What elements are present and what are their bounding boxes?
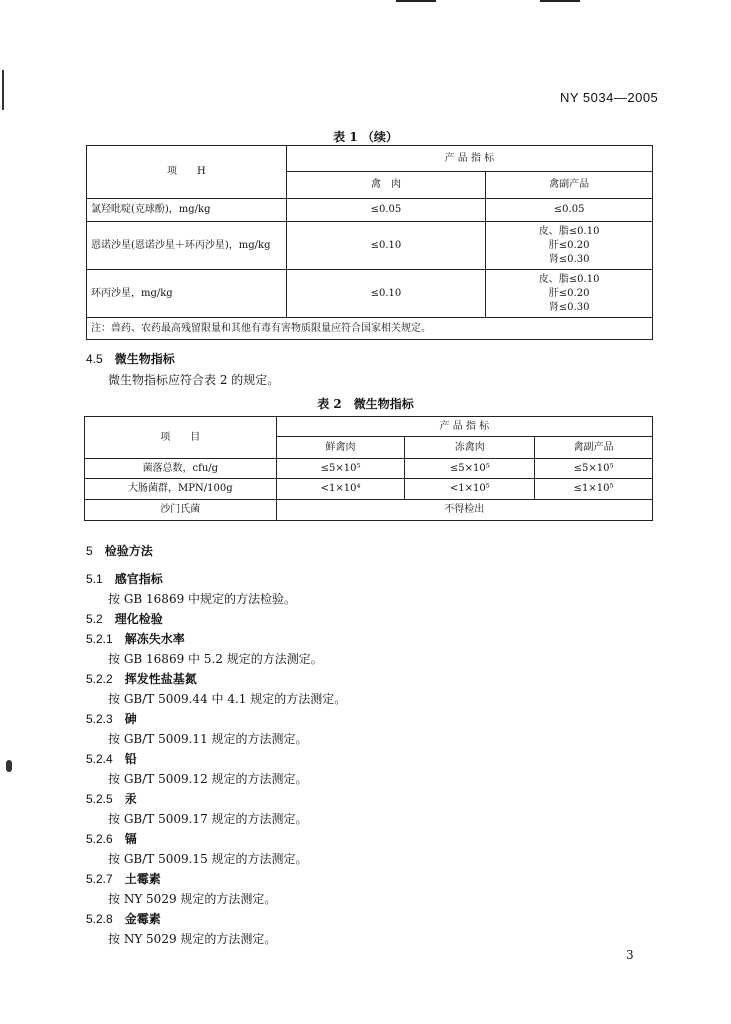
table1-row-item: 氯羟吡啶(克球酚)，mg/kg bbox=[87, 199, 287, 222]
table2-row-b: ≤5×10⁵ bbox=[405, 459, 535, 479]
section-heading bbox=[86, 830, 346, 850]
table1-row-item: 恩诺沙星(恩诺沙星＋环丙沙星)，mg/kg bbox=[87, 222, 287, 270]
section-heading bbox=[86, 790, 346, 810]
value-line: 皮、脂≤0.10 bbox=[538, 225, 600, 237]
section-number: 5.2.2 bbox=[86, 672, 113, 686]
section-number: 5.1 bbox=[86, 572, 103, 586]
section-5-list bbox=[86, 542, 346, 950]
table1-row-item: 环丙沙星，mg/kg bbox=[87, 270, 287, 318]
section-number: 5 bbox=[86, 544, 93, 558]
table1-row-a: ≤0.10 bbox=[286, 270, 486, 318]
table-row bbox=[87, 199, 653, 222]
section-text: 微生物指标应符合表 2 的规定。 bbox=[108, 373, 280, 387]
table-row bbox=[85, 459, 653, 479]
section-heading bbox=[86, 670, 346, 690]
table2-header-c: 禽副产品 bbox=[535, 437, 653, 459]
table1-row-b: ≤0.05 bbox=[486, 199, 653, 222]
table2-row-a: ≤5×10⁵ bbox=[276, 459, 405, 479]
section-text: 按 GB/T 5009.17 规定的方法测定。 bbox=[108, 812, 308, 826]
section-text: 按 GB/T 5009.12 规定的方法测定。 bbox=[108, 772, 308, 786]
section-title: 检验方法 bbox=[104, 544, 153, 558]
section-text: 按 GB 16869 中规定的方法检验。 bbox=[108, 592, 297, 606]
table1 bbox=[86, 145, 653, 340]
table-row bbox=[87, 222, 653, 270]
section-number: 5.2.3 bbox=[86, 712, 113, 726]
section-heading bbox=[86, 910, 346, 930]
table-row bbox=[87, 270, 653, 318]
document-code: NY 5034—2005 bbox=[560, 90, 659, 105]
table-row bbox=[85, 479, 653, 500]
table2-row-item: 沙门氏菌 bbox=[85, 500, 277, 521]
value-line: 皮、脂≤0.10 bbox=[538, 273, 600, 285]
section-heading bbox=[86, 542, 346, 570]
section-text: 按 GB/T 5009.15 规定的方法测定。 bbox=[108, 852, 308, 866]
table1-row-b bbox=[486, 270, 653, 318]
table1-header-group: 产 品 指 标 bbox=[286, 146, 652, 172]
table1-header-a: 禽 肉 bbox=[286, 172, 486, 199]
section-title: 土霉素 bbox=[124, 872, 161, 886]
table1-row-b bbox=[486, 222, 653, 270]
table2-row-item: 大肠菌群，MPN/100g bbox=[85, 479, 277, 500]
value-line: 肝≤0.20 bbox=[548, 239, 590, 251]
section-heading bbox=[86, 350, 175, 367]
section-heading bbox=[86, 750, 346, 770]
table2-row-c: ≤1×10⁵ bbox=[535, 479, 653, 500]
section-number: 5.2.5 bbox=[86, 792, 113, 806]
section-title: 镉 bbox=[124, 832, 137, 846]
table-row bbox=[85, 500, 653, 521]
section-heading bbox=[86, 610, 346, 630]
table1-row-a: ≤0.10 bbox=[286, 222, 486, 270]
section-title: 微生物指标 bbox=[114, 352, 175, 366]
section-number: 5.2.8 bbox=[86, 912, 113, 926]
table1-header-item: 项 H bbox=[87, 146, 287, 199]
section-number: 4.5 bbox=[86, 352, 103, 366]
page-number: 3 bbox=[626, 948, 634, 962]
section-number: 5.2 bbox=[86, 612, 103, 626]
table1-note: 注：兽药、农药最高残留限量和其他有毒有害物质限量应符合国家相关规定。 bbox=[87, 318, 653, 340]
section-text: 按 NY 5029 规定的方法测定。 bbox=[108, 892, 277, 906]
section-heading bbox=[86, 710, 346, 730]
section-title: 解冻失水率 bbox=[124, 632, 185, 646]
section-text: 按 GB 16869 中 5.2 规定的方法测定。 bbox=[108, 652, 323, 666]
section-title: 挥发性盐基氮 bbox=[124, 672, 197, 686]
section-title: 铅 bbox=[124, 752, 137, 766]
scan-top-mark-left bbox=[396, 0, 436, 2]
section-title: 汞 bbox=[124, 792, 137, 806]
table1-row-a: ≤0.05 bbox=[286, 199, 486, 222]
table2-header-a: 鲜禽肉 bbox=[276, 437, 405, 459]
table2-row-b: <1×10⁵ bbox=[405, 479, 535, 500]
scan-top-mark-right bbox=[540, 0, 580, 2]
table2-header-item: 项 目 bbox=[85, 417, 277, 459]
scan-edge-mark bbox=[2, 70, 4, 110]
section-title: 感官指标 bbox=[114, 572, 163, 586]
table1-caption: 表 1 （续） bbox=[333, 130, 398, 144]
table1-header-b: 禽副产品 bbox=[486, 172, 653, 199]
section-heading bbox=[86, 630, 346, 650]
section-heading bbox=[86, 570, 346, 590]
section-number: 5.2.6 bbox=[86, 832, 113, 846]
scan-hole-mark bbox=[6, 760, 12, 772]
table2-header-group: 产 品 指 标 bbox=[276, 417, 652, 437]
section-title: 砷 bbox=[124, 712, 137, 726]
table2-row-c: ≤5×10⁵ bbox=[535, 459, 653, 479]
section-heading bbox=[86, 870, 346, 890]
section-number: 5.2.1 bbox=[86, 632, 113, 646]
section-number: 5.2.7 bbox=[86, 872, 113, 886]
table2 bbox=[84, 416, 653, 521]
section-text: 按 GB/T 5009.11 规定的方法测定。 bbox=[108, 732, 308, 746]
table2-caption: 表 2 微生物指标 bbox=[317, 397, 414, 411]
value-line: 肾≤0.30 bbox=[548, 301, 590, 313]
value-line: 肾≤0.30 bbox=[548, 253, 590, 265]
section-title: 理化检验 bbox=[114, 612, 163, 626]
section-text: 按 GB/T 5009.44 中 4.1 规定的方法测定。 bbox=[108, 692, 347, 706]
table2-row-item: 菌落总数，cfu/g bbox=[85, 459, 277, 479]
table2-row-a: <1×10⁴ bbox=[276, 479, 405, 500]
table2-row-value: 不得检出 bbox=[276, 500, 652, 521]
section-text: 按 NY 5029 规定的方法测定。 bbox=[108, 932, 277, 946]
section-number: 5.2.4 bbox=[86, 752, 113, 766]
section-title: 金霉素 bbox=[124, 912, 161, 926]
table2-header-b: 冻禽肉 bbox=[405, 437, 535, 459]
value-line: 肝≤0.20 bbox=[548, 287, 590, 299]
